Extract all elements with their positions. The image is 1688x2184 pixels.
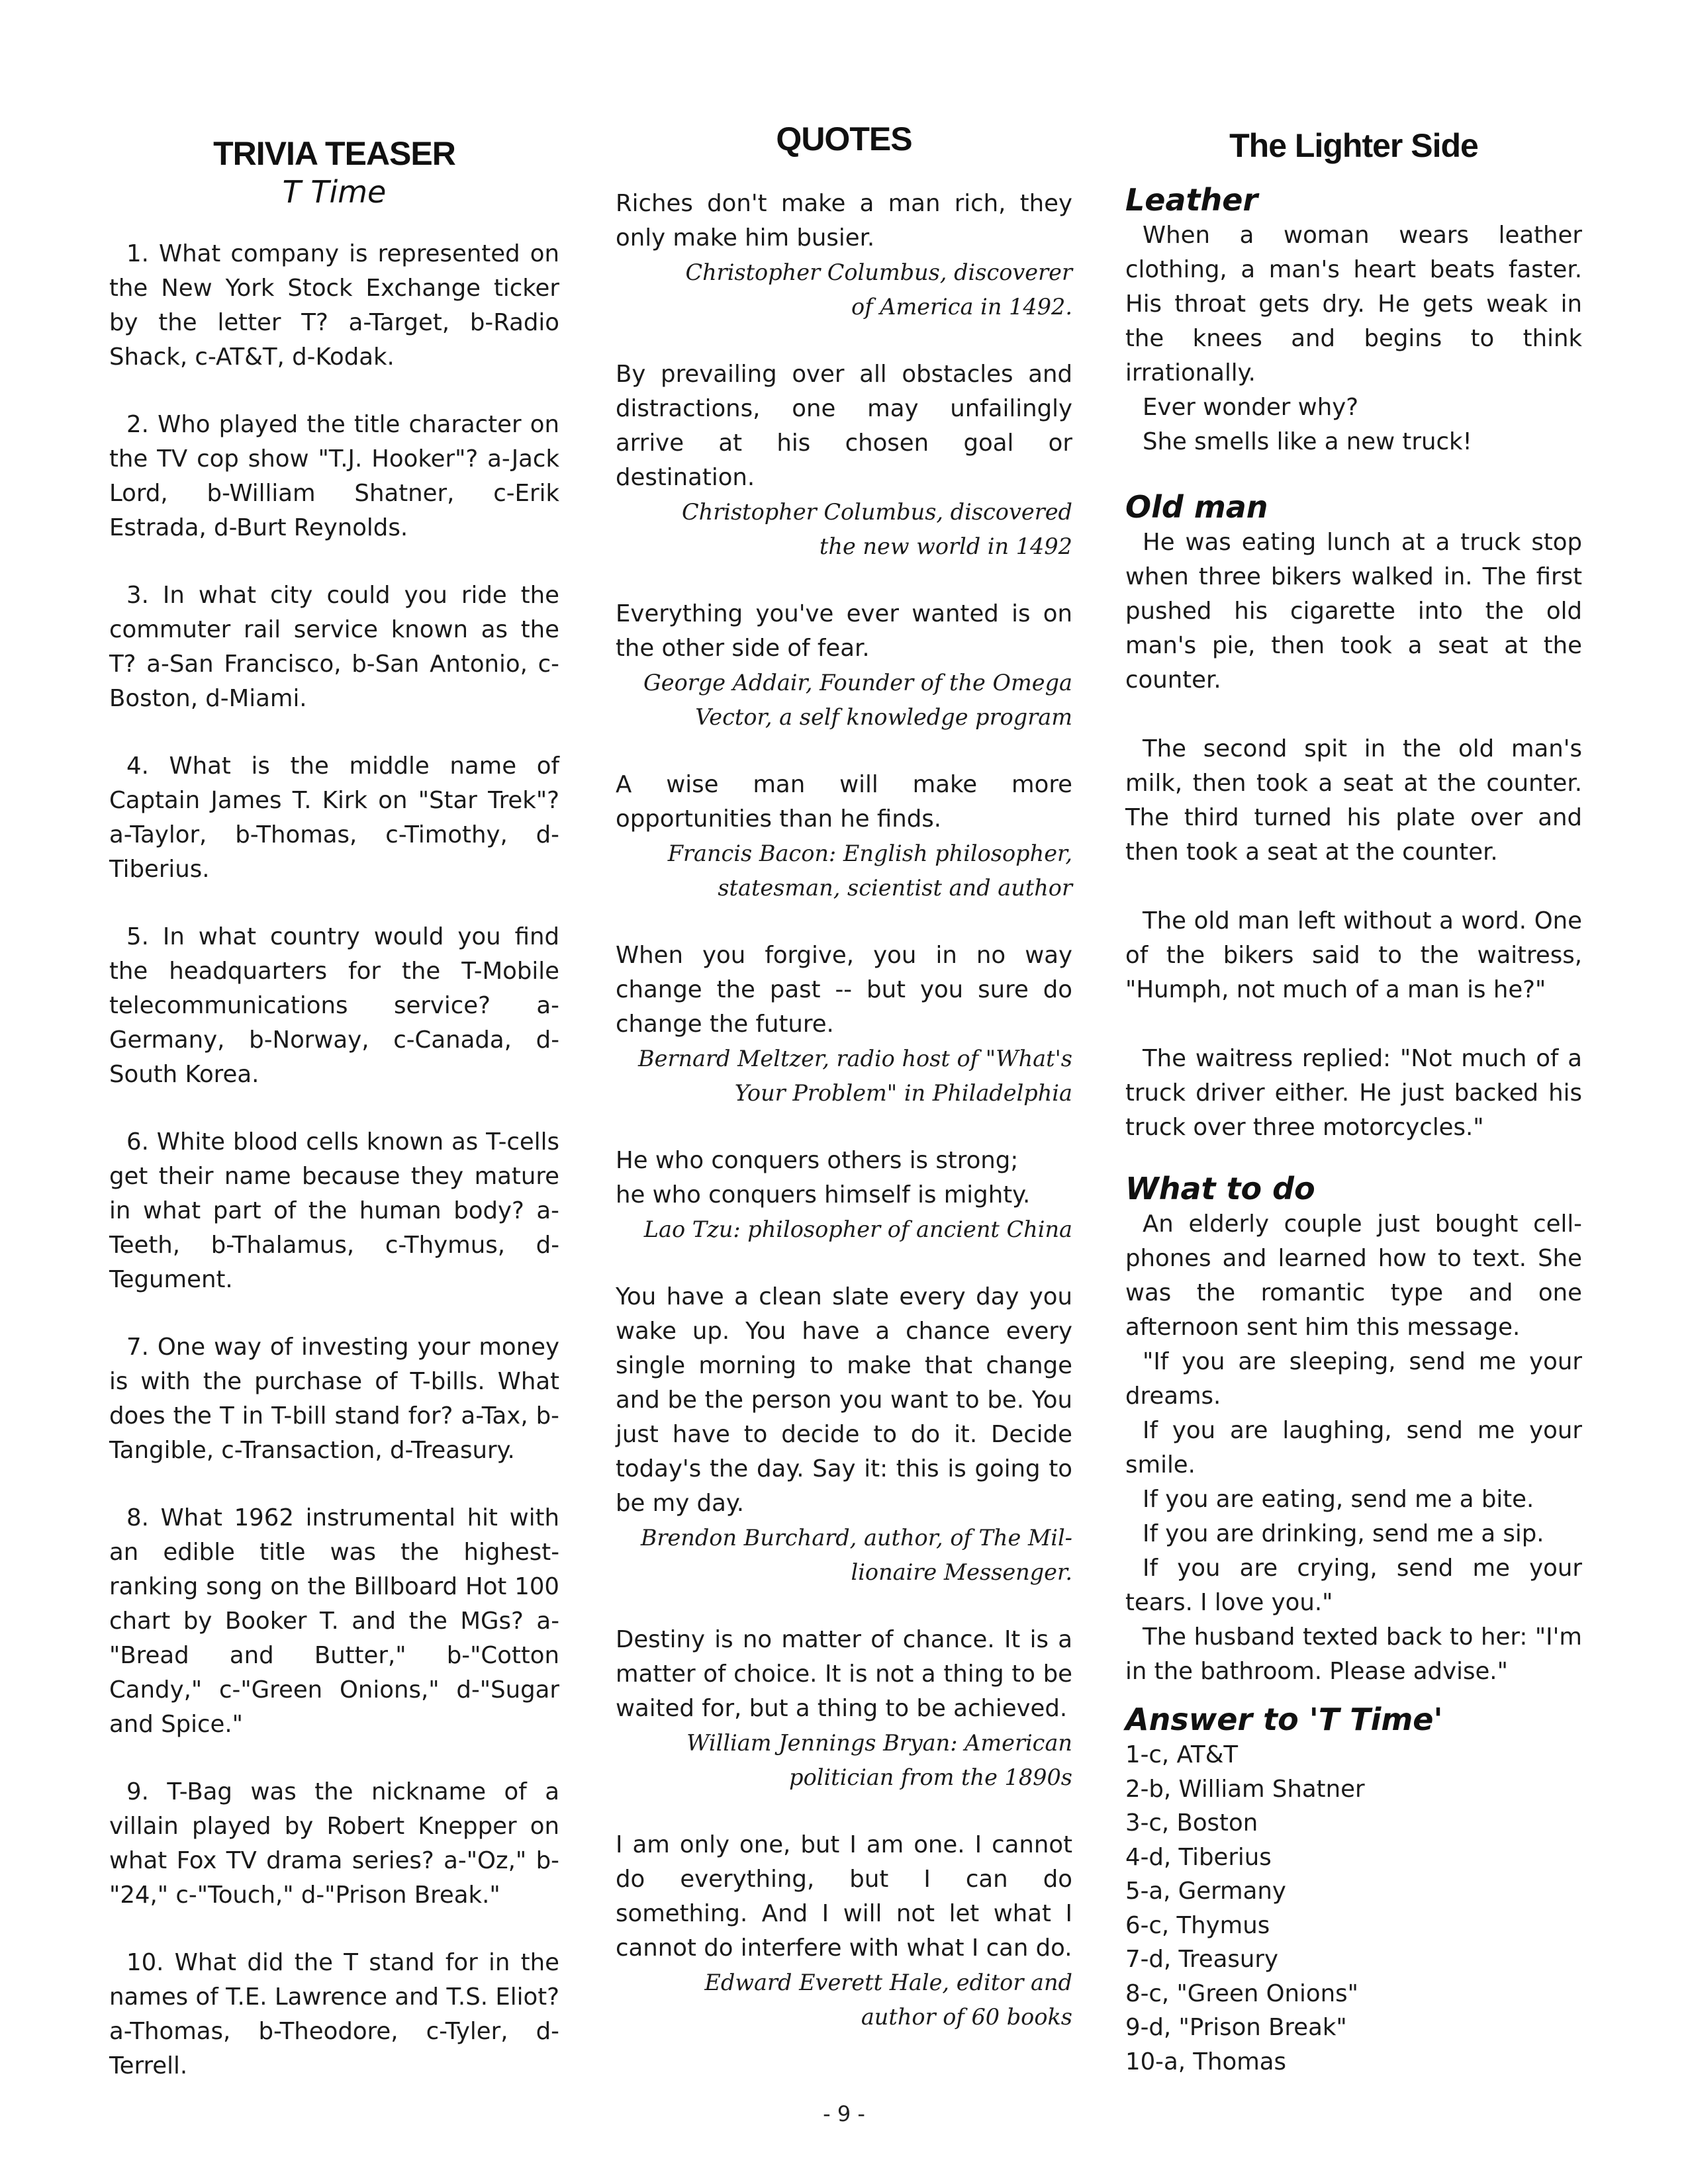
- answer-item: 6-c, Thymus: [1125, 1911, 1270, 1939]
- quote-attribution: Brendon Burchard, author, of The Mil-: [640, 1525, 1072, 1551]
- joke-text: The old man left without a word. One of the bikers said to the waitress, "Humph, not much of a man is he?": [1125, 907, 1582, 1003]
- trivia-question: 1. What company is represented on the New York Stock Exchange ticker by the letter T? a-Target, b-Radio Shack, c-AT&T, d-Kodak.: [109, 240, 559, 371]
- quote-text: I am only one, but I am one. I cannot do everything, but I can do something. And I will not let what I cannot do interfere with what I can do.: [616, 1831, 1072, 1962]
- quote-attribution: Francis Bacon: English philosopher,: [667, 841, 1072, 866]
- quote-text: When you forgive, you in no way change the past -- but you sure do change the future.: [616, 942, 1072, 1038]
- quote-attribution: politician from the 1890s: [789, 1764, 1072, 1790]
- trivia-title: TRIVIA TEASER: [213, 135, 455, 172]
- answer-key: [1125, 1701, 1582, 2079]
- quote-item: [616, 768, 1072, 905]
- answer-item: 5-a, Germany: [1125, 1878, 1286, 1905]
- quote-item: [616, 1280, 1072, 1590]
- trivia-question: 4. What is the middle name of Captain James T. Kirk on "Star Trek"? a-Taylor, b-Thomas, c-Timothy, d-Tiberius.: [109, 752, 559, 883]
- joke-text: When a woman wears leather clothing, a man's heart beats faster. His throat gets dry. He gets weak in the knees and begins to think irrationally.: [1125, 222, 1582, 387]
- quote-text: Riches don't make a man rich, they only make him busier.: [616, 190, 1072, 251]
- lighter-side-column: [1125, 119, 1582, 2079]
- quote-item: [616, 357, 1072, 564]
- quote-attribution: lionaire Messenger.: [851, 1559, 1072, 1585]
- quote-attribution: Your Problem" in Philadelphia: [734, 1080, 1072, 1106]
- quote-attribution: statesman, scientist and author: [718, 875, 1072, 901]
- joke-text: If you are eating, send me a bite.: [1143, 1486, 1534, 1513]
- trivia-question: 10. What did the T stand for in the names of T.E. Lawrence and T.S. Eliot? a-Thomas, b-Theodore, c-Tyler, d-Terrell.: [109, 1949, 559, 2079]
- answer-item: 9-d, "Prison Break": [1125, 2014, 1347, 2041]
- joke-text: An elderly couple just bought cell-phones and learned how to text. She was the romantic type and one afternoon sent him this message.: [1125, 1210, 1582, 1341]
- quote-attribution: Christopher Columbus, discoverer: [685, 259, 1072, 285]
- answer-item: 10-a, Thomas: [1125, 2048, 1287, 2075]
- answer-item: 2-b, William Shatner: [1125, 1775, 1365, 1803]
- quote-list: [616, 187, 1072, 2034]
- trivia-question: 9. T-Bag was the nickname of a villain played by Robert Knepper on what Fox TV drama series? a-"Oz," b-"24," c-"Touch," d-"Prison Break.": [109, 1778, 559, 1909]
- joke-text: If you are laughing, send me your smile.: [1125, 1417, 1582, 1479]
- joke-title: What to do: [1125, 1171, 1315, 1206]
- quote-attribution: George Addair, Founder of the Omega: [643, 670, 1072, 696]
- quotes-column: [616, 119, 1072, 2068]
- quote-item: [616, 1828, 1072, 2034]
- quotes-title: QUOTES: [776, 120, 912, 158]
- quote-attribution: Lao Tzu: philosopher of ancient China: [643, 1216, 1072, 1242]
- joke-title: Leather: [1125, 182, 1258, 218]
- answer-list: [1125, 1738, 1582, 2079]
- trivia-question: 3. In what city could you ride the commuter rail service known as the T? a-San Francisco, b-San Antonio, c-Boston, d-Miami.: [109, 582, 559, 712]
- joke-what-to-do: [1125, 1170, 1582, 1689]
- joke-text: If you are crying, send me your tears. I love you.": [1125, 1555, 1582, 1616]
- quote-attribution: Edward Everett Hale, editor and: [704, 1970, 1072, 1995]
- trivia-question: 6. White blood cells known as T-cells get their name because they mature in what part of the human body? a-Teeth, b-Thalamus, c-Thymus, d-Tegument.: [109, 1128, 559, 1293]
- lighter-side-title: The Lighter Side: [1229, 127, 1478, 164]
- answer-item: 4-d, Tiberius: [1125, 1843, 1272, 1871]
- quote-attribution: Christopher Columbus, discovered: [682, 499, 1072, 525]
- quote-attribution: of America in 1492.: [851, 294, 1072, 320]
- joke-text: He was eating lunch at a truck stop when three bikers walked in. The first pushed his cigarette into the old man's pie, then took a seat at the counter.: [1125, 529, 1582, 694]
- quote-attribution: author of 60 books: [861, 2004, 1072, 2030]
- joke-text: "If you are sleeping, send me your dreams.: [1125, 1348, 1582, 1410]
- quote-attribution: William Jennings Bryan: American: [686, 1730, 1072, 1756]
- quote-item: [616, 187, 1072, 324]
- joke-text: The husband texted back to her: "I'm in the bathroom. Please advise.": [1125, 1623, 1582, 1685]
- trivia-question: 5. In what country would you find the headquarters for the T-Mobile telecommunications service? a-Germany, b-Norway, c-Canada, d-South Korea.: [109, 923, 559, 1088]
- joke-text: The second spit in the old man's milk, then took a seat at the counter. The third turned his plate over and then took a seat at the counter.: [1125, 735, 1582, 866]
- trivia-column: [109, 119, 559, 2116]
- quote-item: [616, 938, 1072, 1111]
- quote-attribution: Vector, a self knowledge program: [695, 704, 1072, 730]
- joke-leather: [1125, 181, 1582, 459]
- quote-text: A wise man will make more opportunities than he finds.: [616, 771, 1072, 833]
- joke-text: She smells like a new truck!: [1143, 428, 1472, 455]
- quote-text: By prevailing over all obstacles and distractions, one may unfailingly arrive at his chosen goal or destination.: [616, 361, 1072, 491]
- answer-item: 3-c, Boston: [1125, 1809, 1258, 1837]
- answer-item: 1-c, AT&T: [1125, 1741, 1239, 1768]
- joke-title: Old man: [1125, 489, 1268, 525]
- trivia-question: 8. What 1962 instrumental hit with an edible title was the highest-ranking song on the Billboard Hot 100 chart by Booker T. and the MGs? a-"Bread and Butter," b-"Cotton Candy," c-"Green Onions," d-"Sugar and Spice.": [109, 1504, 559, 1738]
- quote-text: He who conquers others is strong; he who conquers himself is mighty.: [616, 1147, 1031, 1208]
- joke-text: The waitress replied: "Not much of a truck driver either. He just backed his truck over three motorcycles.": [1125, 1045, 1582, 1141]
- trivia-question: 7. One way of investing your money is with the purchase of T-bills. What does the T in T-bill stand for? a-Tax, b-Tangible, c-Transaction, d-Treasury.: [109, 1334, 559, 1464]
- quote-attribution: Bernard Meltzer, radio host of "What's: [638, 1046, 1072, 1071]
- joke-old-man: [1125, 488, 1582, 1145]
- trivia-question-list: [109, 237, 559, 2083]
- answer-item: 7-d, Treasury: [1125, 1946, 1278, 1973]
- joke-text: Ever wonder why?: [1143, 394, 1359, 421]
- answer-item: 8-c, "Green Onions": [1125, 1979, 1358, 2007]
- quote-text: Destiny is no matter of chance. It is a matter of choice. It is not a thing to be waited for, but a thing to be achieved.: [616, 1626, 1072, 1722]
- quote-item: [616, 1623, 1072, 1795]
- quote-item: [616, 1144, 1072, 1247]
- answer-key-title: Answer to 'T Time': [1125, 1702, 1443, 1737]
- joke-text: If you are drinking, send me a sip.: [1143, 1520, 1544, 1547]
- trivia-question: 2. Who played the title character on the TV cop show "T.J. Hooker"? a-Jack Lord, b-William Shatner, c-Erik Estrada, d-Burt Reynolds.: [109, 411, 559, 541]
- quote-text: Everything you've ever wanted is on the other side of fear.: [616, 600, 1072, 662]
- quote-attribution: the new world in 1492: [819, 533, 1072, 559]
- page-number: - 9 -: [823, 2101, 865, 2126]
- quote-item: [616, 597, 1072, 735]
- trivia-subtitle: T Time: [282, 174, 387, 210]
- quote-text: You have a clean slate every day you wake up. You have a chance every single morning to make that change and be the person you want to be. You just have to decide to do it. Decide today's the day. Say it: this is going to be my day.: [616, 1283, 1072, 1517]
